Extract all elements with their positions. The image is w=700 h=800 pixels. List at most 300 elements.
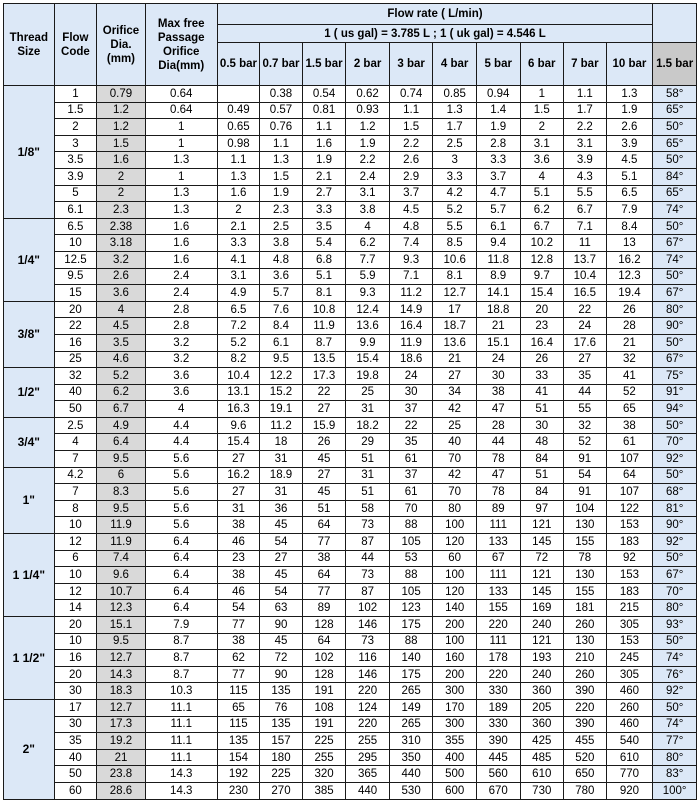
table-row (4, 102, 697, 119)
orifice-dia-cell: 3.2 (97, 251, 146, 268)
flow-value-cell: 260 (606, 699, 653, 716)
flow-code-cell: 10 (54, 517, 97, 534)
flow-value-cell: 46 (217, 583, 260, 600)
flow-code-cell: 20 (54, 301, 97, 318)
flow-code-cell: 7 (54, 484, 97, 501)
flow-value-cell: 27 (217, 451, 260, 468)
flow-code-cell: 6.5 (54, 218, 97, 235)
max-passage-cell: 3.2 (145, 334, 217, 351)
max-passage-cell: 6.4 (145, 600, 217, 617)
flow-value-cell: 130 (564, 567, 607, 584)
flow-code-cell: 4.2 (54, 467, 97, 484)
flow-value-cell: 30 (520, 417, 564, 434)
spray-angle-cell: 70° (653, 434, 697, 451)
flow-value-cell: 320 (302, 766, 346, 783)
flow-value-cell: 220 (476, 666, 520, 683)
flow-code-cell: 2.5 (54, 417, 97, 434)
flow-value-cell: 18.6 (389, 351, 433, 368)
flow-value-cell: 15.4 (217, 434, 260, 451)
flow-value-cell: 47 (476, 401, 520, 418)
flow-value-cell: 84 (520, 451, 564, 468)
flow-value-cell: 1.1 (260, 135, 303, 152)
max-passage-cell: 5.6 (145, 484, 217, 501)
flow-value-cell: 220 (346, 683, 390, 700)
flow-value-cell: 102 (302, 650, 346, 667)
max-passage-cell: 3.6 (145, 384, 217, 401)
pressure-header: 4 bar (433, 43, 477, 86)
flow-value-cell: 2 (217, 202, 260, 219)
flow-value-cell: 300 (433, 683, 477, 700)
flow-value-cell: 920 (606, 782, 653, 799)
flow-value-cell: 22 (564, 301, 607, 318)
flow-value-cell: 3.6 (260, 268, 303, 285)
flow-value-cell: 0.38 (260, 86, 303, 103)
orifice-dia-cell: 12.7 (97, 699, 146, 716)
flow-value-cell: 390 (564, 683, 607, 700)
flow-code-cell: 14 (54, 600, 97, 617)
table-row (4, 534, 697, 551)
flow-code-cell: 32 (54, 368, 97, 385)
flow-value-cell: 9.3 (346, 285, 390, 302)
spray-angle-cell: 50° (653, 218, 697, 235)
flow-value-cell: 51 (346, 451, 390, 468)
flow-code-cell: 40 (54, 384, 97, 401)
flow-value-cell: 45 (302, 451, 346, 468)
table-row (4, 152, 697, 169)
flow-value-cell: 111 (476, 517, 520, 534)
flow-code-cell: 60 (54, 782, 97, 799)
flow-value-cell: 63 (260, 600, 303, 617)
flow-value-cell: 52 (606, 384, 653, 401)
flow-value-cell: 64 (302, 517, 346, 534)
flow-value-cell: 44 (346, 550, 390, 567)
corner-header (653, 4, 697, 43)
spray-angle-cell: 50° (653, 119, 697, 136)
flow-value-cell: 0.74 (389, 86, 433, 103)
flow-value-cell: 4.9 (217, 285, 260, 302)
orifice-dia-cell: 12.3 (97, 600, 146, 617)
flow-value-cell: 100 (433, 633, 477, 650)
flow-value-cell: 7.1 (389, 268, 433, 285)
max-passage-cell: 1.3 (145, 152, 217, 169)
max-passage-cell: 1.6 (145, 251, 217, 268)
flow-value-cell: 121 (520, 567, 564, 584)
flow-value-cell: 6.5 (606, 185, 653, 202)
flow-value-cell: 245 (606, 650, 653, 667)
flow-value-cell: 90 (260, 617, 303, 634)
flow-value-cell: 23 (217, 550, 260, 567)
flow-value-cell: 169 (520, 600, 564, 617)
flow-value-cell: 87 (346, 534, 390, 551)
orifice-dia-cell: 15.1 (97, 617, 146, 634)
spray-angle-cell: 50° (653, 550, 697, 567)
spray-angle-cell: 68° (653, 484, 697, 501)
flow-value-cell: 153 (606, 633, 653, 650)
flow-value-cell: 6.8 (302, 251, 346, 268)
flow-value-cell: 34 (433, 384, 477, 401)
flow-value-cell: 200 (433, 666, 477, 683)
flow-value-cell: 181 (564, 600, 607, 617)
flow-value-cell: 460 (606, 683, 653, 700)
orifice-dia-cell: 2.6 (97, 268, 146, 285)
flow-value-cell: 350 (389, 749, 433, 766)
flow-value-cell: 97 (520, 500, 564, 517)
flow-value-cell: 12.7 (433, 285, 477, 302)
flow-value-cell: 21 (433, 351, 477, 368)
thread-size-cell: 1/2" (4, 368, 55, 418)
flow-value-cell: 78 (564, 550, 607, 567)
flow-value-cell: 155 (564, 583, 607, 600)
flow-value-cell: 330 (476, 716, 520, 733)
flow-code-cell: 12 (54, 534, 97, 551)
flow-value-cell: 107 (606, 451, 653, 468)
flow-value-cell: 38 (217, 517, 260, 534)
flow-code-cell: 35 (54, 733, 97, 750)
spray-angle-cell: 65° (653, 102, 697, 119)
thread-size-cell: 1" (4, 467, 55, 533)
orifice-dia-cell: 17.3 (97, 716, 146, 733)
spray-angle-cell: 74° (653, 202, 697, 219)
flow-value-cell: 28 (476, 417, 520, 434)
flow-value-cell: 73 (346, 633, 390, 650)
flow-value-cell: 0.65 (217, 119, 260, 136)
flow-value-cell: 1.9 (476, 119, 520, 136)
flow-value-cell: 13.7 (564, 251, 607, 268)
orifice-dia-cell: 1.5 (97, 135, 146, 152)
flow-value-cell: 220 (564, 699, 607, 716)
flow-value-cell: 10.4 (217, 368, 260, 385)
flow-value-cell: 102 (346, 600, 390, 617)
flow-value-cell: 1.3 (606, 86, 653, 103)
flow-value-cell: 51 (302, 500, 346, 517)
table-row (4, 617, 697, 634)
flow-value-cell: 140 (389, 650, 433, 667)
thread-size-cell: 3/4" (4, 417, 55, 467)
thread-size-cell: 1 1/2" (4, 617, 55, 700)
flow-value-cell: 5.1 (606, 168, 653, 185)
flow-value-cell: 128 (302, 617, 346, 634)
orifice-dia-cell: 6.2 (97, 384, 146, 401)
flow-value-cell: 92 (606, 550, 653, 567)
table-row (4, 185, 697, 202)
flow-value-cell: 12.8 (520, 251, 564, 268)
flow-value-cell: 3.7 (389, 185, 433, 202)
flow-value-cell: 18.2 (346, 417, 390, 434)
max-passage-cell: 2.4 (145, 285, 217, 302)
orifice-dia-cell: 21 (97, 749, 146, 766)
flow-value-cell: 5.7 (476, 202, 520, 219)
flow-value-cell: 305 (606, 617, 653, 634)
flow-value-cell: 61 (606, 434, 653, 451)
flow-value-cell: 121 (520, 517, 564, 534)
table-row (4, 467, 697, 484)
orifice-dia-cell: 7.4 (97, 550, 146, 567)
flow-value-cell: 26 (606, 301, 653, 318)
orifice-dia-cell: 9.5 (97, 451, 146, 468)
orifice-dia-cell: 23.8 (97, 766, 146, 783)
flow-value-cell: 440 (346, 782, 390, 799)
max-passage-cell: 8.7 (145, 650, 217, 667)
flow-value-cell: 135 (260, 683, 303, 700)
flow-value-cell: 41 (606, 368, 653, 385)
flow-value-cell: 6.1 (260, 334, 303, 351)
spray-angle-cell: 93° (653, 617, 697, 634)
flow-value-cell: 6.7 (520, 218, 564, 235)
flow-value-cell: 88 (389, 517, 433, 534)
flow-value-cell: 11.9 (302, 318, 346, 335)
flow-value-cell: 35 (389, 434, 433, 451)
flow-value-cell: 44 (564, 384, 607, 401)
flow-value-cell: 191 (302, 716, 346, 733)
flow-value-cell: 89 (302, 600, 346, 617)
flow-value-cell: 37 (389, 401, 433, 418)
table-row (4, 683, 697, 700)
flow-value-cell: 4 (520, 168, 564, 185)
flow-value-cell: 220 (476, 617, 520, 634)
flow-value-cell: 29 (346, 434, 390, 451)
flow-value-cell: 13 (606, 235, 653, 252)
flow-value-cell: 27 (433, 368, 477, 385)
flow-value-cell: 16.3 (217, 401, 260, 418)
flow-value-cell (217, 86, 260, 103)
flow-value-cell: 530 (389, 782, 433, 799)
flow-value-cell: 1.7 (564, 102, 607, 119)
flow-value-cell: 11.8 (476, 251, 520, 268)
flow-value-cell: 123 (389, 600, 433, 617)
flow-value-cell: 170 (433, 699, 477, 716)
table-row (4, 285, 697, 302)
orifice-dia-cell: 14.3 (97, 666, 146, 683)
pressure-header: 5 bar (476, 43, 520, 86)
flow-value-cell: 1.7 (433, 119, 477, 136)
table-row (4, 583, 697, 600)
max-passage-cell: 6.4 (145, 534, 217, 551)
flow-value-cell: 100 (433, 517, 477, 534)
flow-value-cell: 45 (260, 567, 303, 584)
flow-value-cell: 55 (564, 401, 607, 418)
flow-value-cell: 1.3 (433, 102, 477, 119)
flow-value-cell: 149 (389, 699, 433, 716)
flow-code-cell: 10 (54, 567, 97, 584)
flow-value-cell: 9.4 (476, 235, 520, 252)
spray-angle-cell: 94° (653, 401, 697, 418)
flow-value-cell: 2.6 (606, 119, 653, 136)
flow-value-cell: 155 (476, 600, 520, 617)
max-passage-cell: 4.4 (145, 434, 217, 451)
flow-value-cell: 36 (260, 500, 303, 517)
flow-value-cell: 1.9 (606, 102, 653, 119)
flow-value-cell: 15.4 (346, 351, 390, 368)
orifice-dia-cell: 6 (97, 467, 146, 484)
flow-value-cell: 175 (389, 617, 433, 634)
spray-angle-cell: 81° (653, 500, 697, 517)
flow-value-cell: 26 (302, 434, 346, 451)
flow-value-cell: 70 (389, 500, 433, 517)
flow-value-cell: 240 (520, 666, 564, 683)
flow-value-cell: 104 (564, 500, 607, 517)
flow-value-cell: 0.57 (260, 102, 303, 119)
table-row (4, 517, 697, 534)
flow-code-cell: 12.5 (54, 251, 97, 268)
flow-value-cell: 9.9 (346, 334, 390, 351)
max-passage-cell: 8.7 (145, 633, 217, 650)
flow-value-cell: 0.85 (433, 86, 477, 103)
table-row (4, 384, 697, 401)
flow-value-cell: 61 (389, 451, 433, 468)
table-row (4, 782, 697, 799)
max-passage-cell: 6.4 (145, 583, 217, 600)
spray-angle-cell: 74° (653, 716, 697, 733)
flow-value-cell: 3.8 (346, 202, 390, 219)
flow-value-cell: 77 (217, 617, 260, 634)
flow-value-cell: 360 (520, 716, 564, 733)
table-row (4, 567, 697, 584)
flow-value-cell: 3.3 (433, 168, 477, 185)
flow-value-cell: 62 (217, 650, 260, 667)
flow-value-cell: 10.8 (302, 301, 346, 318)
flow-value-cell: 40 (433, 434, 477, 451)
flow-value-cell: 64 (302, 633, 346, 650)
flow-value-cell: 31 (260, 451, 303, 468)
flow-code-cell: 7 (54, 451, 97, 468)
table-row (4, 766, 697, 783)
flow-value-cell: 6.7 (564, 202, 607, 219)
max-passage-cell: 7.9 (145, 617, 217, 634)
flow-value-cell: 730 (520, 782, 564, 799)
table-row (4, 218, 697, 235)
pressure-header: 2 bar (346, 43, 390, 86)
table-row (4, 749, 697, 766)
flow-value-cell: 300 (433, 716, 477, 733)
flow-value-cell: 54 (564, 467, 607, 484)
flow-value-cell: 19.4 (606, 285, 653, 302)
flow-value-cell: 385 (302, 782, 346, 799)
max-passage-cell: 10.3 (145, 683, 217, 700)
orifice-dia-cell: 11.9 (97, 517, 146, 534)
flow-value-cell: 2.6 (389, 152, 433, 169)
flow-value-cell: 38 (217, 567, 260, 584)
flow-value-cell: 13.6 (346, 318, 390, 335)
orifice-dia-cell: 19.2 (97, 733, 146, 750)
flow-value-cell: 5.9 (346, 268, 390, 285)
max-passage-cell: 5.6 (145, 517, 217, 534)
max-passage-cell: 3.2 (145, 351, 217, 368)
flow-value-cell: 3.3 (476, 152, 520, 169)
conversion-note: 1 ( us gal) = 3.785 L ; 1 ( uk gal) = 4.546 L (217, 25, 653, 43)
flow-value-cell: 45 (302, 484, 346, 501)
flow-value-cell: 31 (260, 484, 303, 501)
spray-angle-cell: 80° (653, 301, 697, 318)
flow-value-cell: 64 (606, 467, 653, 484)
flow-value-cell: 8.4 (260, 318, 303, 335)
flow-value-cell: 31 (346, 467, 390, 484)
flow-value-cell: 135 (217, 733, 260, 750)
flow-value-cell: 21 (606, 334, 653, 351)
flow-value-cell: 1.9 (346, 135, 390, 152)
flow-value-cell: 146 (346, 666, 390, 683)
flow-value-cell: 1.9 (260, 185, 303, 202)
flow-value-cell: 51 (520, 401, 564, 418)
flow-value-cell: 41 (520, 384, 564, 401)
flow-value-cell: 540 (606, 733, 653, 750)
spray-angle-cell: 50° (653, 334, 697, 351)
flow-value-cell: 1.1 (389, 102, 433, 119)
flow-value-cell: 160 (433, 650, 477, 667)
max-passage-cell: 0.64 (145, 86, 217, 103)
table-row (4, 168, 697, 185)
flow-value-cell: 73 (346, 517, 390, 534)
flow-rate-header: Flow rate ( L/min) (217, 4, 653, 25)
flow-value-cell: 70 (433, 451, 477, 468)
max-passage-cell: 1.6 (145, 218, 217, 235)
thread-size-cell: 3/8" (4, 301, 55, 367)
flow-value-cell: 14.9 (389, 301, 433, 318)
flow-value-cell: 38 (217, 633, 260, 650)
flow-value-cell: 72 (520, 550, 564, 567)
flow-value-cell: 120 (433, 534, 477, 551)
flow-value-cell: 6.5 (217, 301, 260, 318)
pressure-header: 1.5 bar (302, 43, 346, 86)
flow-value-cell: 360 (520, 683, 564, 700)
flow-code-cell: 15 (54, 285, 97, 302)
table-row (4, 600, 697, 617)
flow-value-cell: 1.6 (302, 135, 346, 152)
table-row (4, 334, 697, 351)
flow-value-cell: 2.8 (476, 135, 520, 152)
flow-value-cell: 1.1 (564, 86, 607, 103)
flow-value-cell: 90 (260, 666, 303, 683)
flow-value-cell: 27 (564, 351, 607, 368)
flow-value-cell: 122 (606, 500, 653, 517)
flow-value-cell: 3.1 (217, 268, 260, 285)
flow-value-cell: 440 (389, 766, 433, 783)
table-row (4, 434, 697, 451)
flow-value-cell: 225 (302, 733, 346, 750)
thread-size-cell: 2" (4, 699, 55, 799)
flow-code-cell: 3.9 (54, 168, 97, 185)
flow-value-cell: 192 (217, 766, 260, 783)
flow-value-cell: 2.7 (302, 185, 346, 202)
max-passage-cell: 2.8 (145, 318, 217, 335)
table-row (4, 351, 697, 368)
table-row (4, 251, 697, 268)
spray-angle-cell: 83° (653, 766, 697, 783)
flow-value-cell: 20 (520, 301, 564, 318)
flow-value-cell: 9.3 (389, 251, 433, 268)
orifice-dia-cell: 2 (97, 168, 146, 185)
flow-value-cell: 100 (433, 567, 477, 584)
orifice-dia-cell: 28.6 (97, 782, 146, 799)
flow-value-cell: 9.5 (260, 351, 303, 368)
flow-value-cell: 193 (520, 650, 564, 667)
flow-value-cell: 108 (302, 699, 346, 716)
flow-value-cell: 33 (520, 368, 564, 385)
flow-code-header: Flow Code (54, 4, 97, 86)
orifice-dia-cell: 2.38 (97, 218, 146, 235)
flow-value-cell: 61 (389, 484, 433, 501)
orifice-dia-cell: 1.2 (97, 119, 146, 136)
spray-angle-cell: 74° (653, 251, 697, 268)
flow-value-cell: 17.6 (564, 334, 607, 351)
spray-angle-cell: 67° (653, 567, 697, 584)
flow-value-cell: 600 (433, 782, 477, 799)
flow-value-cell: 4.2 (433, 185, 477, 202)
spray-angle-cell: 75° (653, 368, 697, 385)
flow-value-cell: 28 (606, 318, 653, 335)
orifice-dia-cell: 0.79 (97, 86, 146, 103)
orifice-dia-cell: 4.5 (97, 318, 146, 335)
flow-value-cell: 17.3 (302, 368, 346, 385)
